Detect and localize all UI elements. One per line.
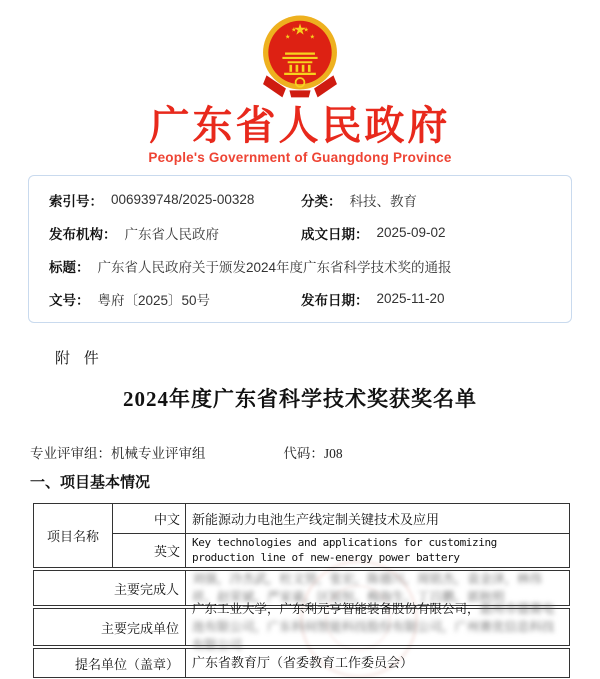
organizations-value-redacted: 惠州市德赛电池有限公司，广东科伺智能科技股份有限公司，广州赛优信息科技有限公司: [192, 601, 555, 653]
completers-value-redacted: 刘强，冷杰武，杜文贤，张宏，陈德川，周铭杰，袁金泽，林伟祥，赵荣斌，严家豪，区锐恒，梅海生，丁吕鹏，郭秋明: [192, 571, 543, 604]
project-name-label: 项目名称: [34, 504, 113, 567]
meta-label: 成文日期：: [301, 226, 369, 242]
meta-label: 标题：: [49, 259, 90, 275]
project-info-table: [33, 503, 570, 678]
project-name-zh: 新能源动力电池生产线定制关键技术及应用: [186, 504, 569, 534]
review-line: [30, 442, 600, 462]
meta-category: [301, 183, 551, 216]
attachment-label: 附 件: [55, 351, 104, 367]
meta-issuing-agency: [49, 216, 301, 249]
national-emblem-icon: [256, 12, 344, 100]
meta-publish-date: [301, 282, 551, 315]
attachment-title: 2024年度广东省科学技术奖获奖名单: [123, 387, 477, 411]
meta-label: 文号：: [49, 292, 90, 308]
meta-label: 分类：: [301, 193, 342, 209]
completers-label: 主要完成人: [34, 571, 186, 605]
organizations-value-clear: 广东工业大学，广东利元亨智能装备股份有限公司，: [192, 601, 480, 616]
nominator-value: 广东省教育厅（省委教育工作委员会）: [192, 654, 414, 670]
meta-label: 发布机构：: [49, 226, 117, 242]
en-label: 英文: [113, 534, 186, 567]
organizations-value: [186, 601, 569, 653]
meta-title: [49, 249, 551, 282]
nominator-label: 提名单位（盖章）: [34, 649, 186, 677]
meta-value: 2025-09-02: [376, 225, 446, 240]
meta-written-date: [301, 216, 551, 249]
review-group-label: 专业评审组：: [30, 446, 111, 461]
section-heading: 一、项目基本情况: [30, 474, 151, 491]
meta-value: 广东省人民政府: [124, 226, 219, 242]
site-subtitle: People's Government of Guangdong Province: [148, 150, 452, 165]
site-title: 广东省人民政府: [149, 104, 451, 148]
meta-index-number: [49, 183, 301, 216]
organizations-value-text: [192, 600, 563, 654]
completers-value: [186, 571, 569, 605]
organizations-row: [33, 601, 570, 653]
completers-row: [33, 570, 570, 606]
meta-value: 006939748/2025-00328: [111, 192, 255, 207]
document-meta-card: [28, 175, 572, 323]
meta-value: 科技、教育: [349, 193, 417, 209]
nominator-row: [33, 648, 570, 678]
review-group-value: 机械专业评审组: [111, 446, 206, 461]
project-name-block: [33, 503, 570, 568]
meta-label: 发布日期：: [301, 292, 369, 308]
zh-label: 中文: [113, 504, 186, 534]
review-code: [283, 446, 342, 461]
masthead: [0, 0, 600, 165]
meta-value: 广东省人民政府关于颁发2024年度广东省科学技术奖的通报: [97, 259, 452, 275]
meta-grid: [49, 183, 551, 315]
project-name-en: Key technologies and applications for customizing production line of new-energy power battery: [192, 536, 497, 564]
review-code-value: J08: [323, 446, 343, 461]
meta-value: 粤府〔2025〕50号: [97, 292, 211, 308]
organizations-label: 主要完成单位: [34, 609, 186, 645]
review-group: [30, 442, 280, 462]
meta-doc-number: [49, 282, 301, 315]
meta-label: 索引号：: [49, 193, 103, 209]
review-code-label: 代码：: [283, 446, 324, 461]
meta-value: 2025-11-20: [376, 291, 445, 306]
